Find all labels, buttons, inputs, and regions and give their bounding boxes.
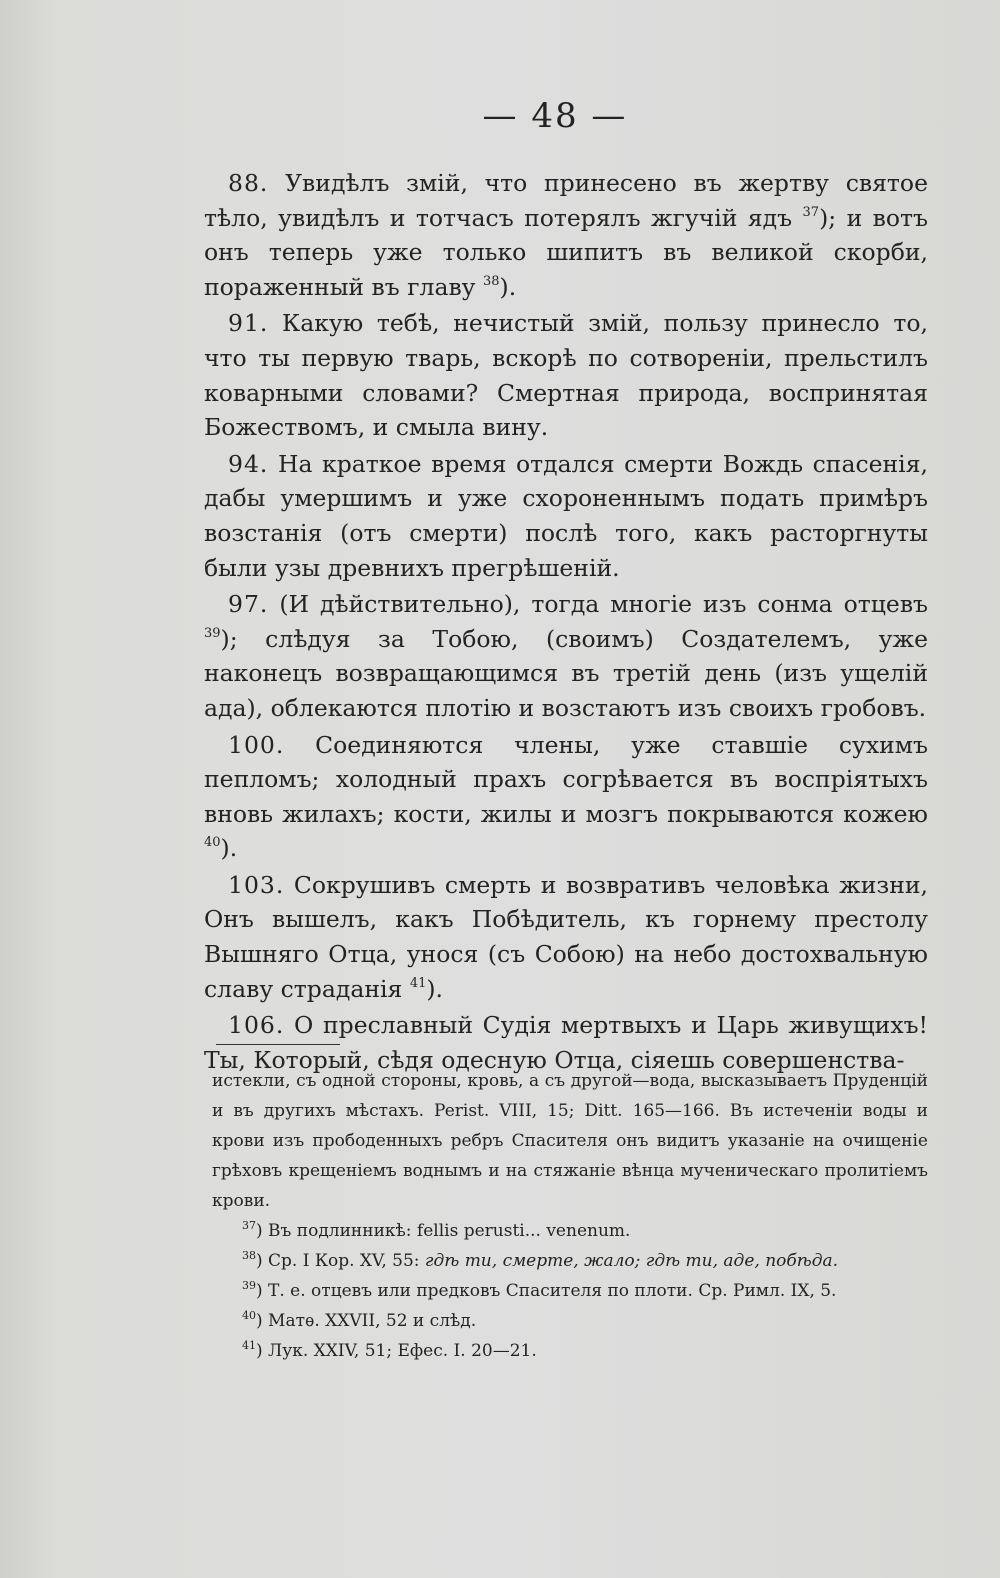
footnote-quote: гдѣ ти, смерте, жало; гдѣ ти, аде, побѣда.: [424, 1251, 839, 1271]
paragraph-text: (И дѣйствительно), тогда многіе изъ сонма отцевъ: [268, 590, 928, 619]
paragraph-94: [204, 447, 928, 585]
footnote-ref: 40: [204, 835, 221, 851]
footnote-marker: 39: [242, 1279, 256, 1292]
footnote-continuation: истекли, съ одной стороны, кровь, а съ другой—вода, высказываетъ Пруденцій и въ другихъ мѣстахъ. Perist. VIII, 15; Ditt. 165—166. Въ истеченіи воды и крови изъ прободенныхъ ребръ Спасителя онъ видитъ указаніе на очищеніе грѣховъ крещеніемъ воднымъ и на стяжаніе вѣнца мученическаго пролитіемъ крови.: [212, 1071, 928, 1211]
footnote-ref: 37: [802, 204, 820, 220]
footnote-text: ) Ср. I Кор. XV, 55:: [256, 1251, 425, 1271]
paragraph-text: Увидѣлъ змій, что принесено въ жертву святое тѣло, увидѣлъ и тотчасъ потерялъ жгучій ядъ: [204, 169, 928, 232]
footnote-text: ) Т. е. отцевъ или предковъ Спасителя по плоти. Ср. Римл. IX, 5.: [256, 1281, 837, 1301]
verse-number: 88.: [228, 169, 269, 197]
footnote-ref: 39: [204, 625, 221, 641]
verse-number: 94.: [228, 449, 269, 478]
footnotes: [212, 1066, 928, 1366]
main-text: [204, 166, 928, 1079]
paragraph-103: [204, 868, 928, 1006]
paragraph-text: ).: [499, 272, 517, 301]
paragraph-88: [204, 166, 928, 304]
footnote-ref: 38: [482, 273, 500, 289]
paragraph-text: Какую тебѣ, нечистый змій, пользу принесло то, что ты первую тварь, вскорѣ по сотвореніи, прельстилъ коварными словами? Смертная природа, воспринятая Божествомъ, и смыла вину.: [204, 309, 928, 442]
footnote-39: [212, 1276, 928, 1306]
paragraph-text: О преславный Судія мертвыхъ и Царь живущихъ! Ты, Который, сѣдя одесную Отца, сіяешь совершенства-: [204, 1011, 928, 1074]
verse-number: 106.: [228, 1011, 285, 1040]
verse-number: 100.: [228, 730, 285, 759]
paragraph-text: ).: [426, 974, 443, 1003]
page-number: — 48 —: [482, 96, 628, 136]
paragraph-text: ); слѣдуя за Тобою, (своимъ) Создателемъ, уже наконецъ возвращающимся въ третій день (изъ ущелій ада), облекаются плотію и возстаютъ изъ своихъ гробовъ.: [204, 624, 928, 722]
footnote-41: [212, 1336, 928, 1366]
footnote-marker: 37: [242, 1219, 256, 1232]
footnote-text: ) Лук. XXIV, 51; Ефес. I. 20—21.: [256, 1341, 537, 1361]
paragraph-text: На краткое время отдался смерти Вождь спасенія, дабы умершимъ и уже схороненнымъ подать примѣръ возстанія (отъ смерти) послѣ того, какъ расторгнуты были узы древнихъ прегрѣшеній.: [204, 449, 928, 582]
paragraph-97: [204, 587, 928, 725]
footnote-40: [212, 1306, 928, 1336]
footnote-38: [212, 1246, 928, 1276]
verse-number: 91.: [228, 309, 269, 338]
footnote-marker: 40: [242, 1309, 256, 1322]
footnote-divider: [216, 1044, 340, 1045]
paragraph-text: Соединяются члены, уже ставшіе сухимъ пепломъ; холодный прахъ согрѣвается въ воспріятыхъ вновь жилахъ; кости, жилы и мозгъ покрываются кожею: [204, 730, 928, 828]
footnote-37: [212, 1216, 928, 1246]
footnote-ref: 41: [409, 975, 427, 991]
paragraph-91: [204, 306, 928, 444]
paragraph-text: ); и вотъ онъ теперь уже только шипитъ въ великой скорби, пораженный въ главу: [204, 203, 928, 301]
verse-number: 103.: [228, 870, 285, 899]
verse-number: 97.: [228, 590, 269, 619]
paragraph-text: Сокрушивъ смерть и возвративъ человѣка жизни, Онъ вышелъ, какъ Побѣдитель, къ горнему престолу Вышняго Отца, унося (съ Собою) на небо достохвальную славу страданія: [204, 870, 928, 1003]
paragraph-100: [204, 728, 928, 866]
footnote-marker: 38: [242, 1249, 256, 1262]
paragraph-text: ).: [220, 834, 238, 863]
footnote-text: ) Матѳ. XXVII, 52 и слѣд.: [256, 1311, 477, 1331]
footnote-marker: 41: [242, 1339, 256, 1352]
footnote-text: ) Въ подлинникѣ: fellis perusti... venenum.: [256, 1221, 631, 1241]
